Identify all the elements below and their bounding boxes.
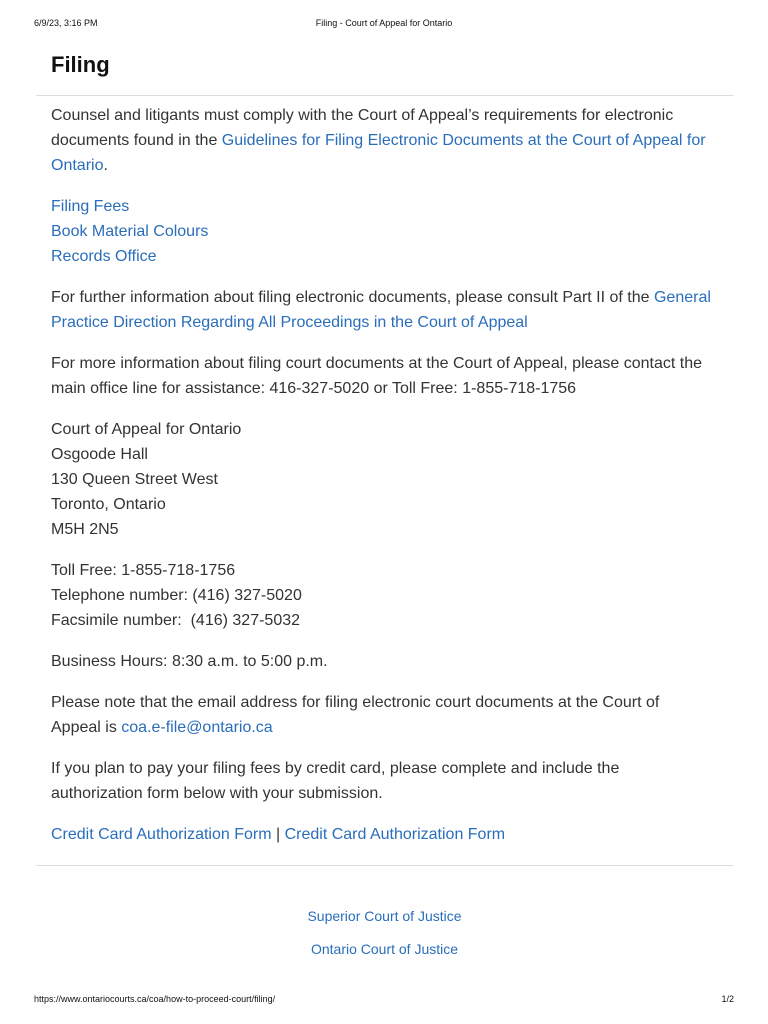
address-line: 130 Queen Street West: [51, 471, 218, 488]
filing-fees-link[interactable]: Filing Fees: [51, 198, 130, 215]
forms-separator: |: [271, 826, 285, 843]
intro-paragraph: [51, 103, 711, 178]
intro-text-end: .: [103, 157, 108, 174]
intro-text: Counsel and litigants must comply with the Court of Appeal’s requirements for electronic documents found in the: [51, 107, 674, 149]
print-document-title: Filing - Court of Appeal for Ontario: [315, 18, 453, 28]
main-content: [51, 103, 711, 863]
address-line: Toronto, Ontario: [51, 496, 166, 513]
guidelines-link[interactable]: Guidelines for Filing Electronic Documents at the Court of Appeal for Ontario: [51, 132, 706, 174]
print-header: [34, 18, 734, 32]
address-block: [51, 417, 711, 542]
page-title: Filing: [51, 52, 110, 77]
forms-line: [51, 822, 711, 847]
title-divider: [36, 95, 733, 96]
quick-links: [51, 194, 711, 269]
facsimile-number: Facsimile number: (416) 327-5032: [51, 612, 301, 629]
email-note-paragraph: [51, 690, 711, 740]
email-link[interactable]: coa.e-file@ontario.ca: [121, 719, 273, 736]
page-number: 1/2: [721, 994, 734, 1004]
address-line: Osgoode Hall: [51, 446, 148, 463]
business-hours: Business Hours: 8:30 a.m. to 5:00 p.m.: [51, 653, 328, 670]
credit-card-note: If you plan to pay your filing fees by credit card, please complete and include the authorization form below with your submission.: [51, 760, 620, 802]
book-material-colours-link[interactable]: Book Material Colours: [51, 223, 209, 240]
records-office-link[interactable]: Records Office: [51, 248, 157, 265]
telephone-number: Telephone number: (416) 327-5020: [51, 587, 302, 604]
phone-block: [51, 558, 711, 633]
email-note-text: Please note that the email address for filing electronic court documents at the Court of Appeal is: [51, 694, 660, 736]
toll-free-number: Toll Free: 1-855-718-1756: [51, 562, 236, 579]
superior-court-link[interactable]: Superior Court of Justice: [307, 908, 462, 924]
further-info-paragraph: [51, 285, 711, 335]
further-info-text: For further information about filing electronic documents, please consult Part II of the: [51, 289, 654, 306]
print-date: 6/9/23, 3:16 PM: [34, 18, 98, 28]
credit-card-form-link-1[interactable]: Credit Card Authorization Form: [51, 826, 272, 843]
credit-card-form-link-2[interactable]: Credit Card Authorization Form: [284, 826, 506, 843]
contact-info-paragraph: For more information about filing court documents at the Court of Appeal, please contact the main office line for assistance: 416-327-5020 or Toll Free: 1-855-718-1756: [51, 355, 703, 397]
print-footer: [34, 994, 734, 1008]
print-url: https://www.ontariocourts.ca/coa/how-to-proceed-court/filing/: [34, 994, 276, 1004]
practice-direction-link[interactable]: General Practice Direction Regarding All Proceedings in the Court of Appeal: [51, 289, 711, 331]
footer-divider: [36, 865, 733, 866]
ontario-court-link[interactable]: Ontario Court of Justice: [310, 941, 459, 957]
address-line: M5H 2N5: [51, 521, 119, 538]
address-line: Court of Appeal for Ontario: [51, 421, 242, 438]
footer-links: [36, 906, 733, 972]
